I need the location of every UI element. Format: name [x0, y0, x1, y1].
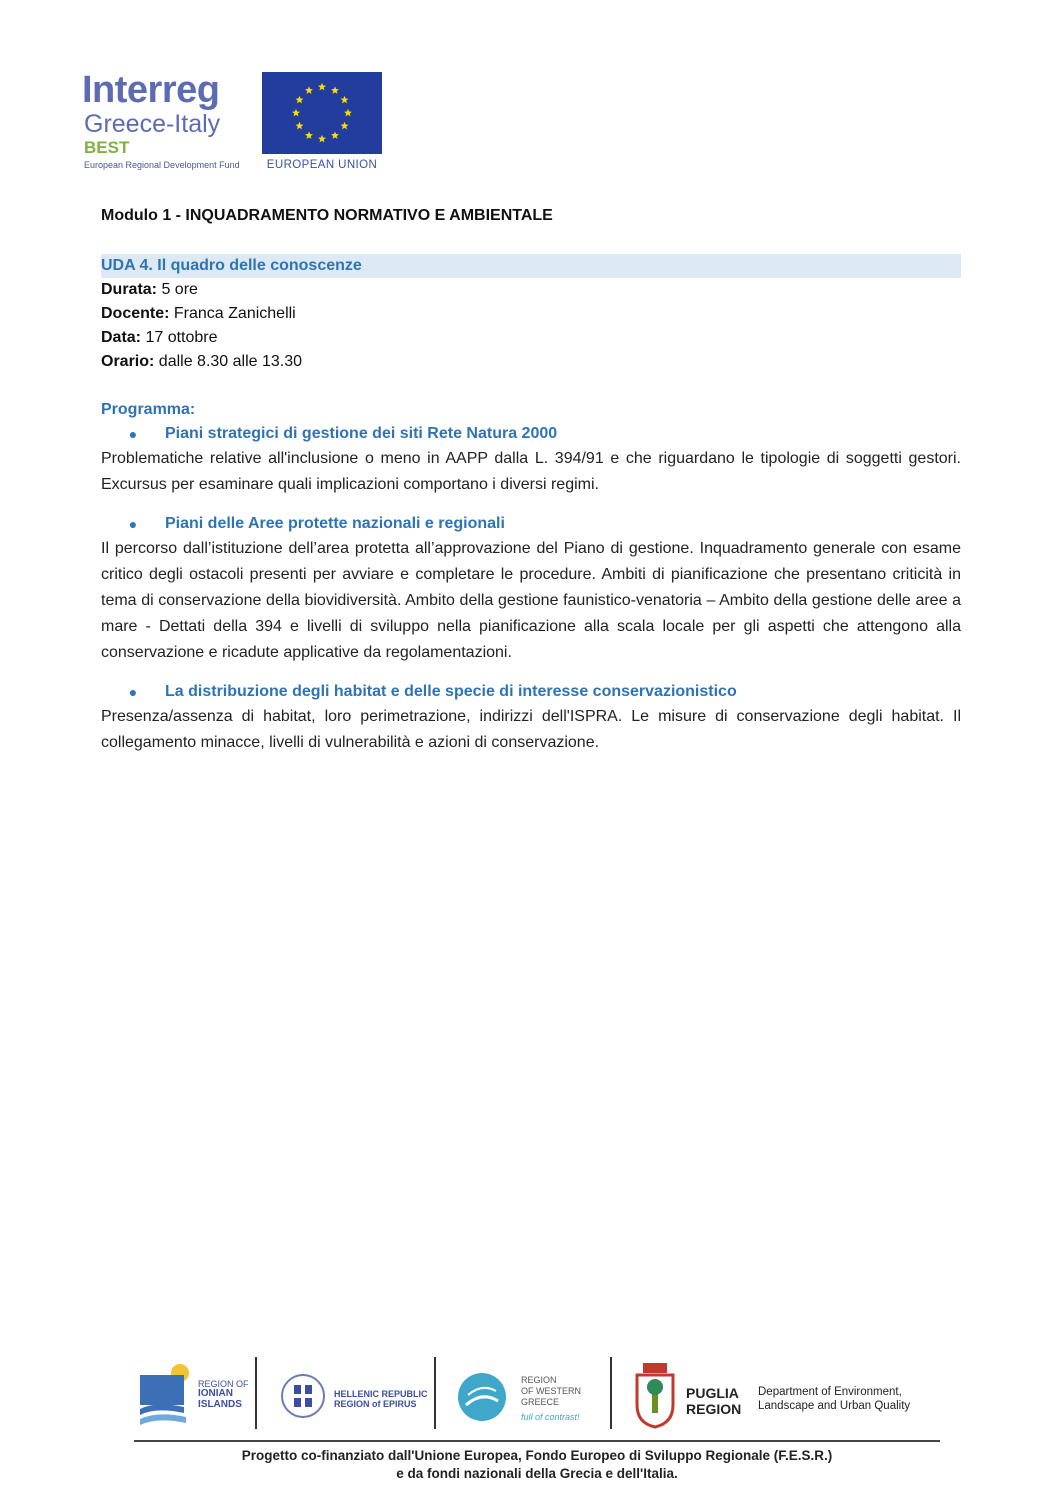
eu-star-icon — [305, 86, 313, 94]
section-heading: ● La distribuzione degli habitat e delle specie di interesse conservazionistico — [101, 680, 961, 704]
info-date: Data: 17 ottobre — [101, 329, 218, 346]
eu-flag-icon — [262, 72, 382, 154]
module-title: Modulo 1 - INQUADRAMENTO NORMATIVO E AMBIENTALE — [101, 207, 553, 224]
bullet-icon: ● — [128, 684, 138, 700]
ionian-text-3: ISLANDS — [198, 1399, 242, 1410]
eu-star-icon — [305, 131, 313, 139]
western-greece-logo-icon — [456, 1371, 508, 1423]
eu-stars-icon — [262, 72, 382, 154]
eu-star-icon — [341, 122, 349, 130]
eu-star-icon — [344, 109, 352, 117]
eu-star-icon — [295, 96, 303, 104]
uda-heading: UDA 4. Il quadro delle conoscenze — [101, 254, 961, 278]
programme-title: Programma: — [101, 401, 196, 418]
section-heading: ● Piani delle Aree protette nazionali e regionali — [101, 512, 961, 536]
eu-star-icon — [331, 131, 339, 139]
eu-star-icon — [318, 135, 326, 143]
footer-funding-text: Progetto co-finanziato dall'Unione Europea, Fondo Europeo di Sviluppo Regionale (F.E.S.R.) e da fondi nazionali della Grecia e dell'Italia. — [241, 1448, 833, 1481]
section-heading: ● Piani strategici di gestione dei siti Rete Natura 2000 — [101, 422, 961, 446]
eu-star-icon — [292, 109, 300, 117]
dept-text-2: Landscape and Urban Quality — [758, 1400, 911, 1412]
program-name: Greece-Italy — [84, 110, 221, 138]
wg-text-2: OF WESTERN — [521, 1386, 581, 1396]
footer-divider — [134, 1440, 940, 1442]
section-text: Problematiche relative all'inclusione o meno in AAPP dalla L. 394/91 e che riguardano le tipologie di soggetti gestori. Excursus per esaminare quali implicazioni comportano i diversi regimi. — [101, 450, 961, 493]
wg-text-1: REGION — [521, 1375, 557, 1385]
wg-slogan: full of contrast! — [521, 1412, 580, 1422]
section-text: Presenza/assenza di habitat, loro perimetrazione, indirizzi dell'ISPRA. Le misure di conservazione degli habitat. Il collegamento minacce, livelli di vulnerabilità e azioni di conservazione. — [101, 708, 961, 751]
hellenic-emblem-icon — [280, 1373, 326, 1419]
epirus-text-2: REGION of EPIRUS — [334, 1399, 417, 1409]
interreg-logo-text: Interreg — [82, 69, 220, 111]
epirus-text-1: HELLENIC REPUBLIC — [334, 1389, 428, 1399]
ionian-islands-logo-icon — [136, 1361, 194, 1427]
eu-star-icon — [318, 83, 326, 91]
header-logos — [82, 70, 392, 175]
ionian-text-1: REGION OF — [198, 1379, 249, 1389]
footer-logos — [130, 1355, 940, 1435]
eu-star-icon — [331, 86, 339, 94]
eu-label: EUROPEAN UNION — [266, 159, 378, 171]
wg-text-3: GREECE — [521, 1397, 560, 1407]
bullet-icon: ● — [128, 516, 138, 532]
section-text: Il percorso dall’istituzione dell’area protetta all’approvazione del Piano di gestione. Inquadramento generale con esame critico degli ostacoli presenti per avviare e completare le procedure. Ambiti di pianificazione che presentano criticità in tema di conservazione della biovidiversità. Ambito della gestione faunistico-venatoria – Ambito della gestione delle aree a mare - Dettati della 394 e livelli di sviluppo nella pianificazione alla scala locale per gli aspetti che attengono alla conservazione e ricadute applicative da regolamentazioni. — [101, 540, 961, 661]
info-teacher: Docente: Franca Zanichelli — [101, 305, 296, 322]
dept-text-1: Department of Environment, — [758, 1386, 902, 1398]
info-time: Orario: dalle 8.30 alle 13.30 — [101, 353, 303, 370]
ionian-text-2: IONIAN — [198, 1388, 233, 1399]
info-block — [101, 278, 961, 374]
eu-star-icon — [341, 96, 349, 104]
eu-star-icon — [295, 122, 303, 130]
puglia-text-1: PUGLIA — [686, 1385, 739, 1401]
document-body — [101, 204, 961, 756]
fund-name: European Regional Development Fund — [84, 160, 240, 170]
info-duration: Durata: 5 ore — [101, 281, 198, 298]
puglia-emblem-icon — [635, 1363, 675, 1429]
puglia-text-2: REGION — [686, 1401, 742, 1417]
project-name: BEST — [84, 138, 130, 157]
bullet-icon: ● — [128, 426, 138, 442]
